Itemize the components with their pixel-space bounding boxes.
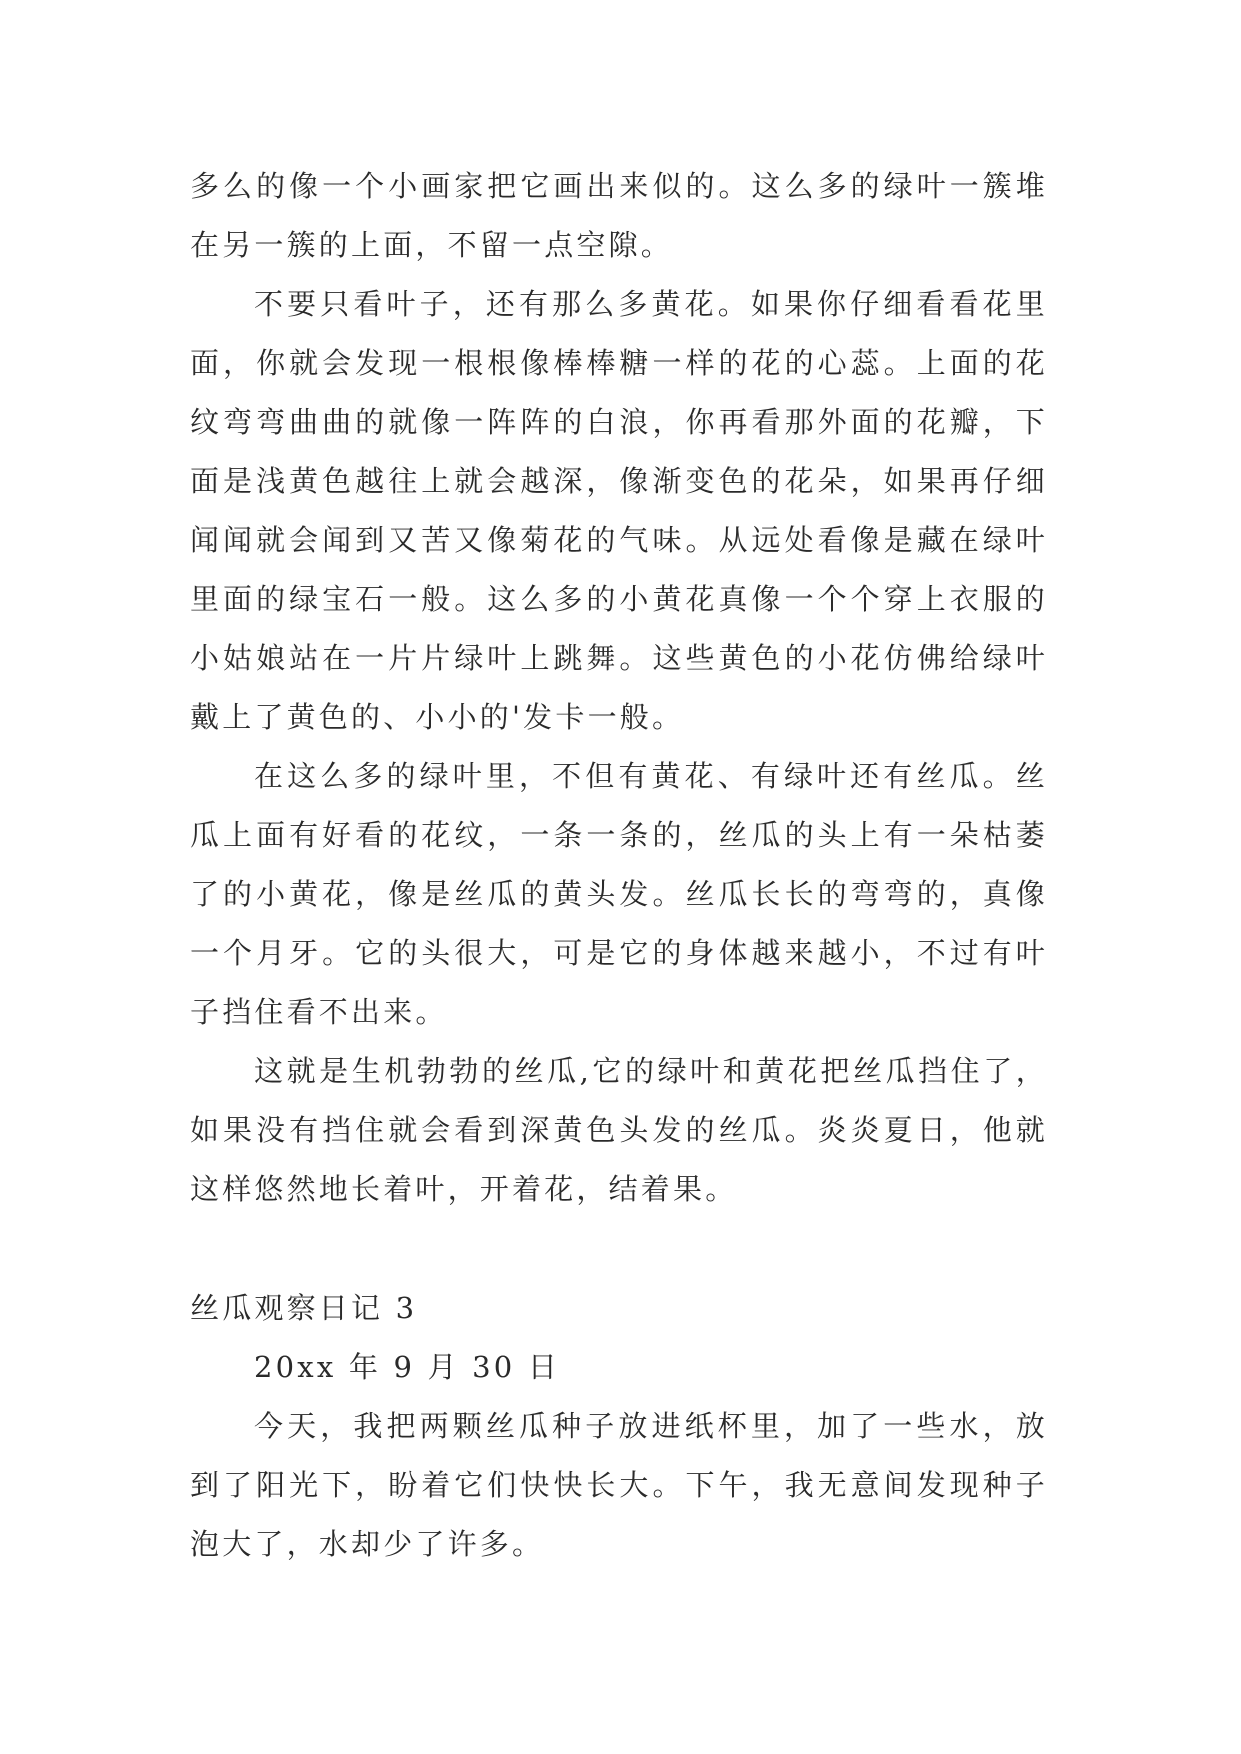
paragraph-3: 在这么多的绿叶里，不但有黄花、有绿叶还有丝瓜。丝瓜上面有好看的花纹，一条一条的，丝瓜的头上有一朵枯萎了的小黄花，像是丝瓜的黄头发。丝瓜长长的弯弯的，真像一个月牙。它的头很大，可是它的身体越来越小，不过有叶子挡住看不出来。 — [190, 759, 1048, 1029]
paragraph-4: 这就是生机勃勃的丝瓜,它的绿叶和黄花把丝瓜挡住了，如果没有挡住就会看到深黄色头发的丝瓜。炎炎夏日，他就这样悠然地长着叶，开着花，结着果。 — [190, 1054, 1048, 1206]
document-body — [190, 157, 1048, 1574]
section-spacer — [190, 1219, 1048, 1279]
diary-title: 丝瓜观察日记 3 — [190, 1291, 418, 1325]
paragraph-5: 今天，我把两颗丝瓜种子放进纸杯里，加了一些水，放到了阳光下，盼着它们快快长大。下午，我无意间发现种子泡大了，水却少了许多。 — [190, 1409, 1048, 1561]
paragraph-1: 多么的像一个小画家把它画出来似的。这么多的绿叶一簇堆在另一簇的上面，不留一点空隙。 — [190, 169, 1048, 262]
diary-date: 20xx 年 9 月 30 日 — [254, 1350, 561, 1384]
paragraph-2: 不要只看叶子，还有那么多黄花。如果你仔细看看花里面，你就会发现一根根像棒棒糖一样的花的心蕊。上面的花纹弯弯曲曲的就像一阵阵的白浪，你再看那外面的花瓣，下面是浅黄色越往上就会越深，像渐变色的花朵，如果再仔细闻闻就会闻到又苦又像菊花的气味。从远处看像是藏在绿叶里面的绿宝石一般。这么多的小黄花真像一个个穿上衣服的小姑娘站在一片片绿叶上跳舞。这些黄色的小花仿佛给绿叶戴上了黄色的、小小的'发卡一般。 — [190, 287, 1048, 734]
